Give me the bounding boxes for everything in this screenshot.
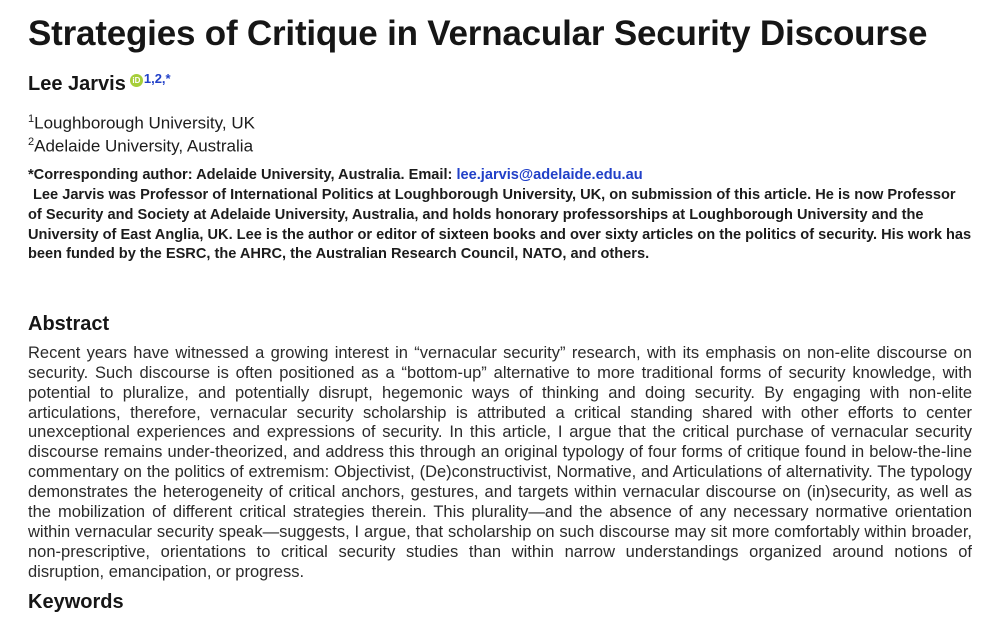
abstract-heading: Abstract bbox=[28, 312, 110, 335]
author-affiliation-superscript[interactable]: 1,2,* bbox=[143, 70, 171, 86]
author-bio: Lee Jarvis was Professor of International Politics at Loughborough University, UK, on submission of this article. He is now Professor of Security and Society at Adelaide University, Australia, and holds honorary professorships at Loughborough University and the University of East Anglia, UK. Lee is the author or editor of sixteen books and over sixty articles on the politics of security. His work has been funded by the ESRC, the AHRC, the Australian Research Council, NATO, and others. bbox=[28, 187, 972, 263]
article-title: Strategies of Critique in Vernacular Security Discourse bbox=[28, 14, 928, 53]
affiliation-marker: 2 bbox=[28, 135, 35, 148]
abstract-text: Recent years have witnessed a growing interest in “vernacular security” research, with its emphasis on non-elite discourse on security. Such discourse is often positioned as a “bottom-up” alternative to more traditional forms of security knowledge, with potential to pluralize, and potentially disrupt, hegemonic ways of thinking and doing security. By engaging with non-elite articulations, therefore, vernacular security scholarship is attributed a critical standing shared with other efforts to center unexceptional experiences and expressions of security. In this article, I argue that the critical purchase of vernacular security discourse remains under-theorized, and address this through an original typology of four forms of critique found in below-the-line commentary on the politics of extremism: Objectivist, (De)constructivist, Normative, and Articulations of alternativity. The typology demonstrates the heterogeneity of critical anchors, gestures, and targets within vernacular discourse on (in)security, as well as the mobilization of different critical strategies therein. This plurality—and the absence of any necessary normative orientation within vernacular security speak—suggests, I argue, that scholarship on such discourse may sit more comfortably within broader, non-prescriptive, orientations to critical security studies than within narrow understandings organized around notions of disruption, emancipation, or progress. bbox=[28, 343, 972, 582]
author-line bbox=[28, 72, 972, 96]
correspondence-text: *Corresponding author: Adelaide University, Australia. Email: bbox=[28, 166, 457, 183]
email-link[interactable]: lee.jarvis@adelaide.edu.au bbox=[456, 166, 643, 183]
affiliations-block bbox=[28, 112, 972, 158]
author-name: Lee Jarvis bbox=[28, 72, 126, 95]
affiliation-text: Adelaide University, Australia bbox=[34, 136, 254, 156]
next-section-heading-partial: Keywords bbox=[28, 591, 124, 614]
affiliation-marker: 1 bbox=[28, 112, 35, 125]
affiliation-line bbox=[28, 112, 972, 135]
orcid-icon[interactable]: iD bbox=[130, 74, 143, 87]
affiliation-line bbox=[28, 135, 972, 158]
affiliation-text: Loughborough University, UK bbox=[34, 113, 255, 133]
correspondence-line bbox=[28, 166, 972, 186]
